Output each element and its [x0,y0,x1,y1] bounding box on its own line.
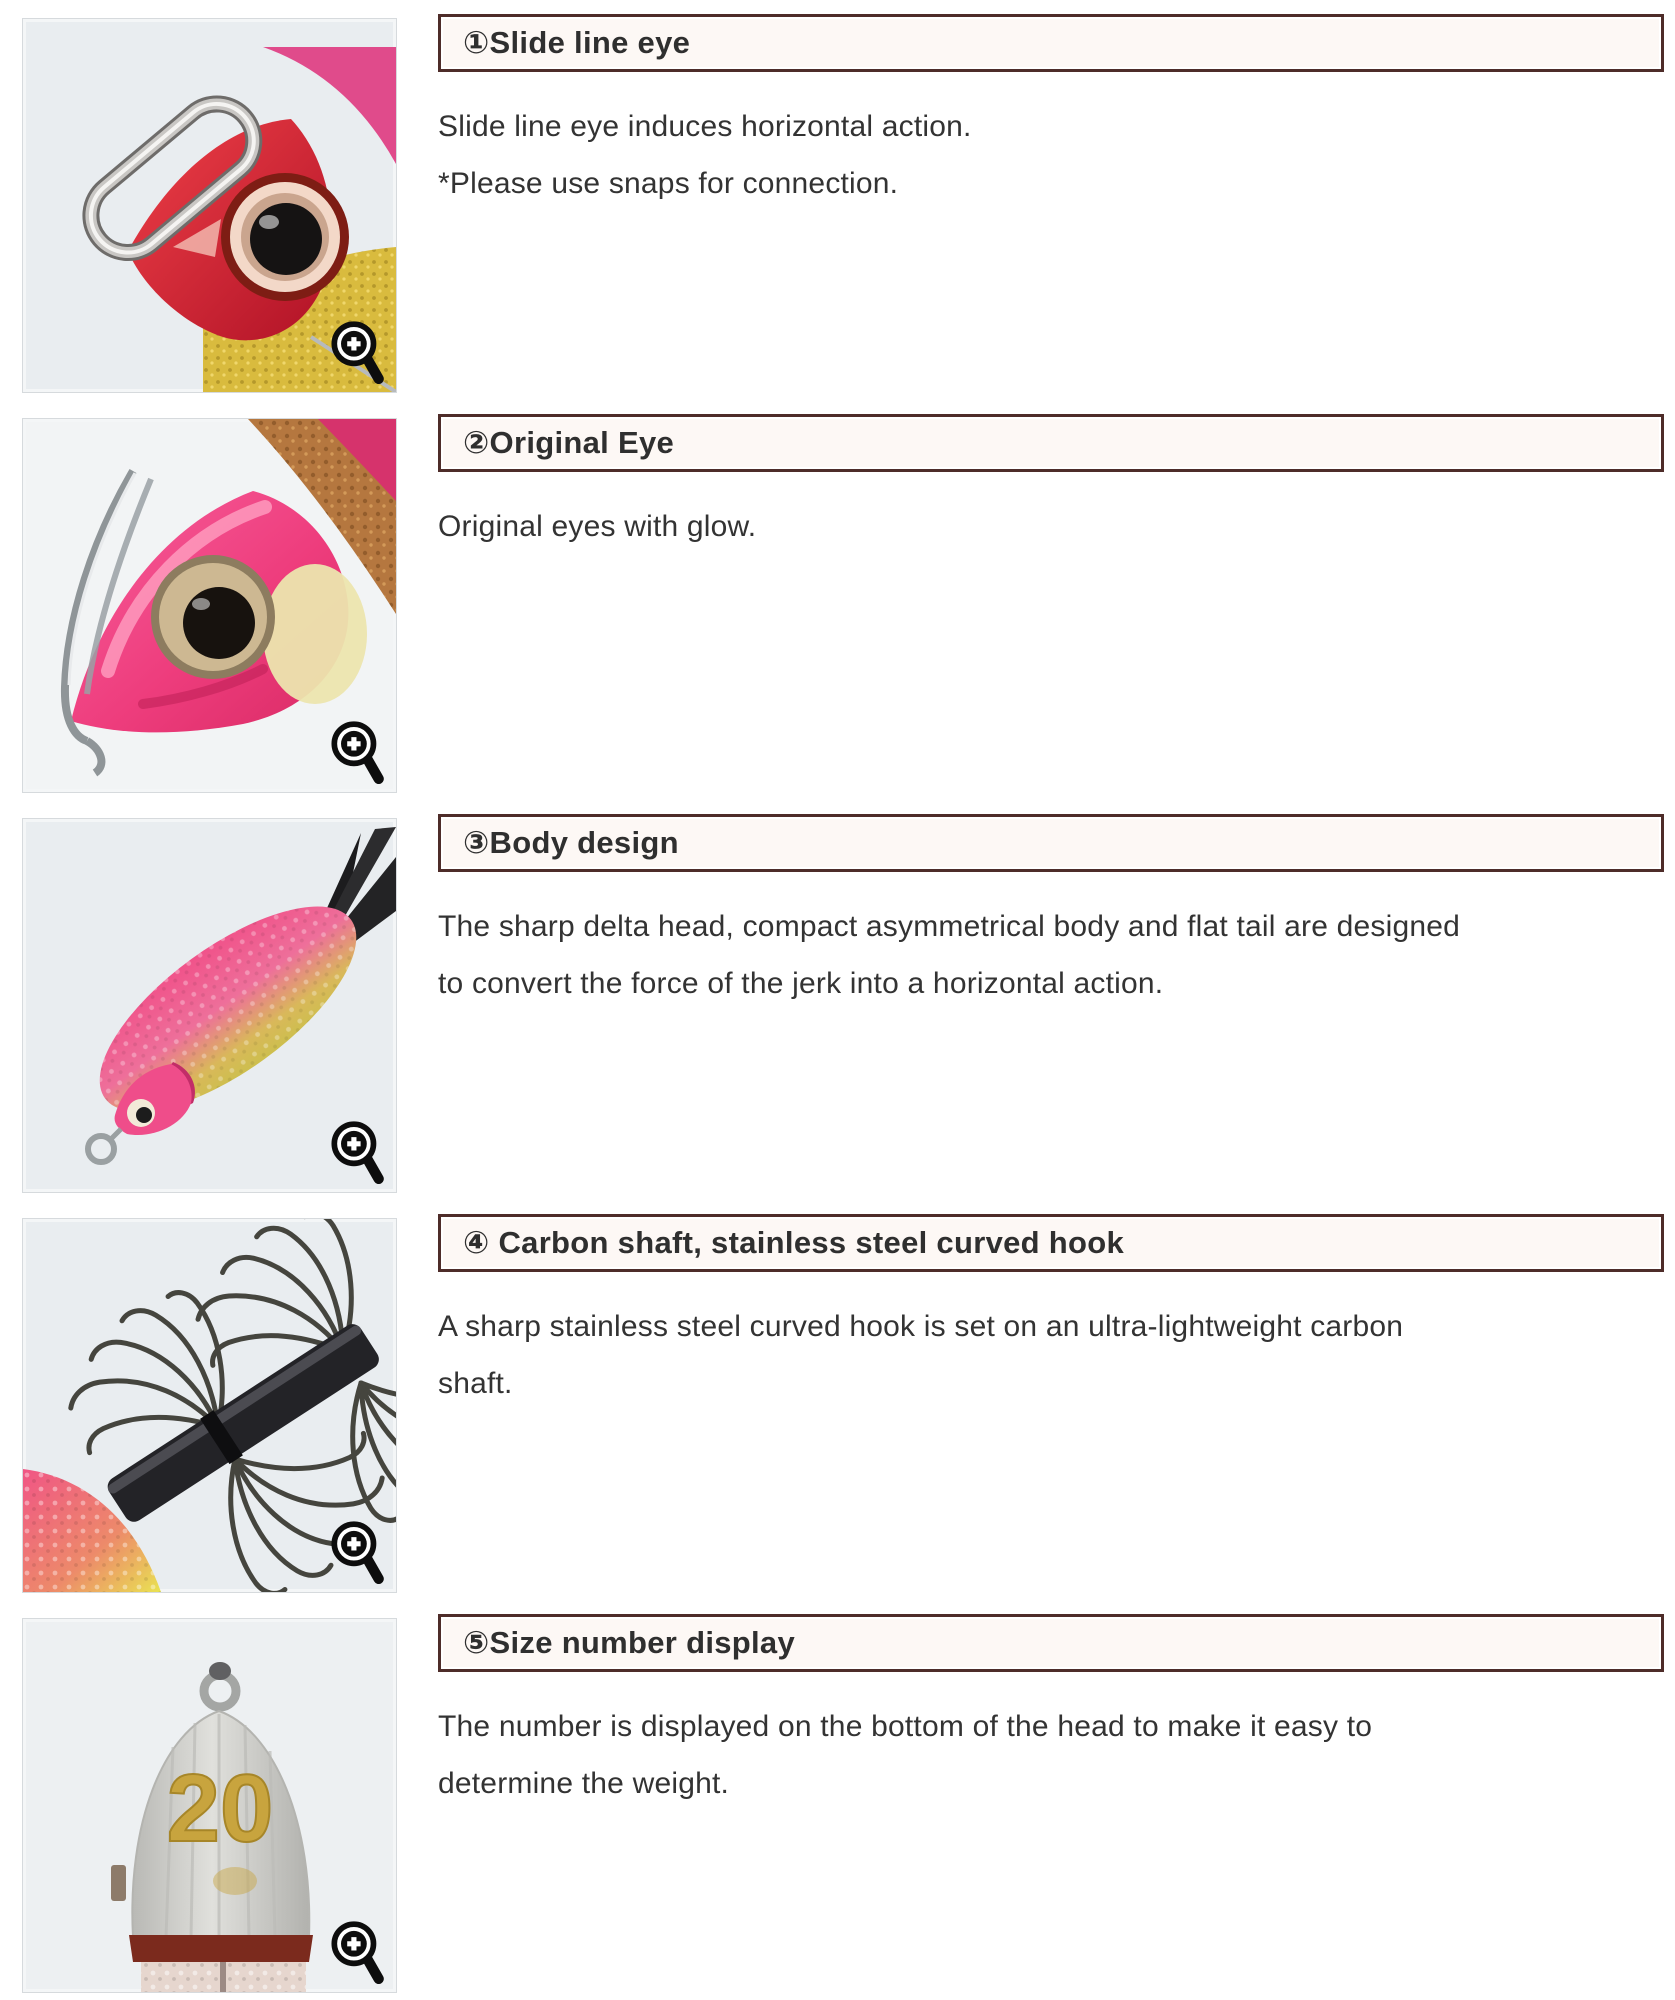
thumbnail-carbon-shaft[interactable] [22,1218,397,1593]
zoom-in-magnifier-icon[interactable] [328,718,386,784]
feature-section-carbon-shaft [0,1200,1675,1600]
section-title: ⑤Size number display [463,1625,795,1660]
description-line: Slide line eye induces horizontal action. [438,110,972,143]
section-title-box [438,1614,1664,1672]
section-title-box [438,414,1664,472]
thumbnail-size-number[interactable] [22,1618,397,1993]
weight-number-text: 20 [166,1755,274,1862]
section-description [438,872,1664,1012]
section-description [438,472,1664,555]
zoom-in-magnifier-icon[interactable] [328,1518,386,1584]
thumbnail-slide-line-eye[interactable] [22,18,397,393]
description-line: The sharp delta head, compact asymmetrical body and flat tail are designed [438,910,1461,943]
section-description [438,72,1664,212]
section-title: ②Original Eye [463,425,675,460]
zoom-in-magnifier-icon[interactable] [328,318,386,384]
section-title-box [438,814,1664,872]
section-content [438,1214,1664,1412]
lure-body [69,869,388,1148]
section-content [438,814,1664,1012]
description-line: determine the weight. [438,1767,730,1800]
description-line: shaft. [438,1367,513,1400]
section-title: ①Slide line eye [463,25,691,60]
section-description [438,1672,1664,1812]
section-description [438,1272,1664,1412]
feature-section-original-eye [0,400,1675,800]
section-content [438,1614,1664,1812]
section-content [438,14,1664,212]
feature-section-body-design [0,800,1675,1200]
section-title-box [438,14,1664,72]
feature-section-slide-line-eye [0,0,1675,400]
section-title-box [438,1214,1664,1272]
thumbnail-original-eye[interactable] [22,418,397,793]
zoom-in-magnifier-icon[interactable] [328,1918,386,1984]
section-title: ③Body design [463,825,679,860]
zoom-in-magnifier-icon[interactable] [328,1118,386,1184]
thumbnail-body-design[interactable] [22,818,397,1193]
description-line: Original eyes with glow. [438,510,757,543]
description-line: A sharp stainless steel curved hook is set on an ultra-lightweight carbon [438,1310,1404,1343]
feature-section-size-number [0,1600,1675,2000]
description-line: The number is displayed on the bottom of the head to make it easy to [438,1710,1373,1743]
section-title: ④ Carbon shaft, stainless steel curved hook [463,1225,1125,1260]
section-content [438,414,1664,555]
description-line: *Please use snaps for connection. [438,167,899,200]
description-line: to convert the force of the jerk into a horizontal action. [438,967,1164,1000]
